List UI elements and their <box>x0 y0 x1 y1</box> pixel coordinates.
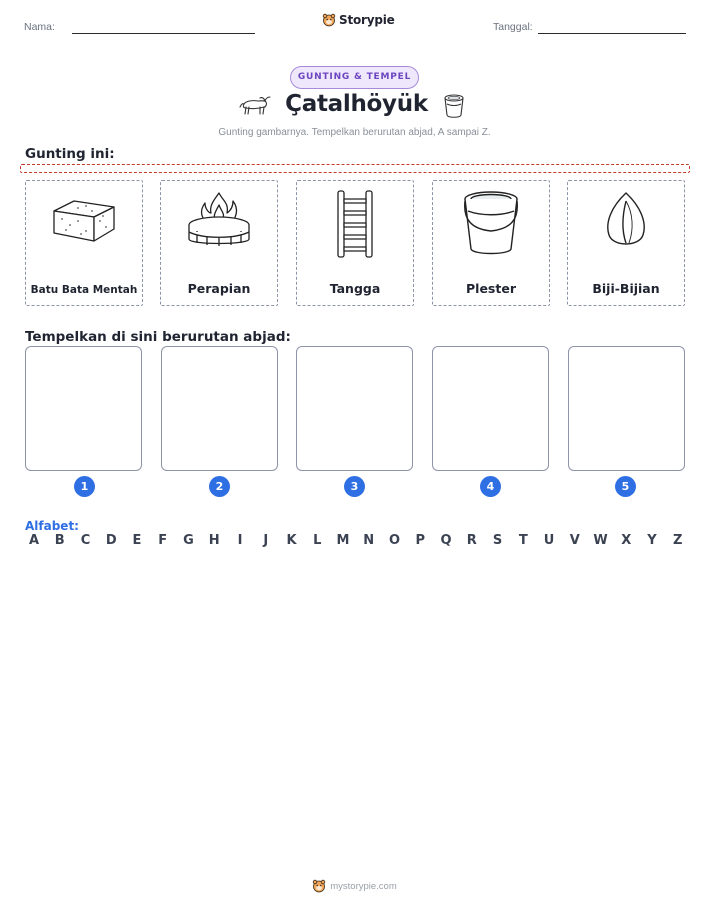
alphabet-letter: I <box>237 533 243 548</box>
card-label-grain: Biji-Bijian <box>592 281 660 296</box>
alphabet-label: Alfabet: <box>25 519 79 533</box>
alphabet-letter: L <box>313 533 322 548</box>
alphabet-letter: Z <box>673 533 683 548</box>
card-label-mud-brick: Batu Bata Mentah <box>30 284 138 296</box>
paste-slot-3[interactable] <box>296 346 413 471</box>
alphabet-letter: A <box>28 533 40 548</box>
date-line[interactable] <box>538 33 686 34</box>
slot-number-2: 2 <box>209 476 230 497</box>
name-line[interactable] <box>72 33 255 34</box>
card-label-plaster: Plester <box>466 281 516 296</box>
mud-brick-icon <box>48 189 120 249</box>
paste-slot-5[interactable] <box>568 346 685 471</box>
brand-logo <box>322 13 395 27</box>
slot-number-4: 4 <box>480 476 501 497</box>
alphabet-row <box>24 533 688 548</box>
instructions: Gunting gambarnya. Tempelkan berurutan abjad, A sampai Z. <box>218 127 491 138</box>
alphabet-letter: O <box>388 533 401 548</box>
alphabet-letter: W <box>593 533 608 548</box>
cut-card-grain[interactable] <box>567 180 685 306</box>
alphabet-letter: N <box>363 533 375 548</box>
page-title: Çatalhöyük <box>285 91 428 117</box>
ladder-icon <box>330 189 380 259</box>
card-label-ladder: Tangga <box>329 281 381 296</box>
grain-seed-icon <box>601 189 651 255</box>
storypie-mascot-icon <box>322 13 336 27</box>
activity-badge: GUNTING & TEMPEL <box>290 66 419 89</box>
cut-card-mud-brick[interactable] <box>25 180 143 306</box>
alphabet-letter: E <box>132 533 142 548</box>
paste-slot-4[interactable] <box>432 346 549 471</box>
aurochs-bull-icon <box>238 92 272 118</box>
fireplace-icon <box>183 189 255 253</box>
footer-url[interactable]: mystorypie.com <box>330 880 397 892</box>
paste-section-title: Tempelkan di sini berurutan abjad: <box>25 329 291 345</box>
cut-line <box>20 164 690 173</box>
footer <box>0 879 709 893</box>
alphabet-letter: D <box>105 533 117 548</box>
alphabet-letter: B <box>54 533 65 548</box>
alphabet-letter: R <box>466 533 477 548</box>
name-label: Nama: <box>24 21 55 33</box>
brand-name: Storypie <box>339 13 395 27</box>
plaster-bucket-icon <box>461 189 521 257</box>
alphabet-letter: X <box>621 533 632 548</box>
alphabet-letter: C <box>80 533 91 548</box>
clay-pot-icon <box>440 92 468 120</box>
storypie-mascot-icon <box>312 879 326 893</box>
slot-number-3: 3 <box>344 476 365 497</box>
alphabet-letter: Q <box>440 533 452 548</box>
cut-card-ladder[interactable] <box>296 180 414 306</box>
alphabet-letter: H <box>208 533 220 548</box>
alphabet-letter: V <box>569 533 580 548</box>
cut-section-title: Gunting ini: <box>25 146 115 162</box>
paste-slot-1[interactable] <box>25 346 142 471</box>
alphabet-letter: U <box>543 533 555 548</box>
alphabet-letter: P <box>415 533 426 548</box>
cut-card-fireplace[interactable] <box>160 180 278 306</box>
cut-card-plaster[interactable] <box>432 180 550 306</box>
slot-number-5: 5 <box>615 476 636 497</box>
alphabet-letter: Y <box>647 533 657 548</box>
card-label-fireplace: Perapian <box>187 281 251 296</box>
paste-slot-2[interactable] <box>161 346 278 471</box>
alphabet-letter: K <box>286 533 297 548</box>
date-label: Tanggal: <box>493 21 533 33</box>
alphabet-letter: S <box>492 533 503 548</box>
alphabet-letter: G <box>183 533 194 548</box>
alphabet-letter: T <box>518 533 528 548</box>
slot-number-1: 1 <box>74 476 95 497</box>
alphabet-letter: M <box>336 533 350 548</box>
alphabet-letter: J <box>263 533 269 548</box>
alphabet-letter: F <box>158 533 168 548</box>
